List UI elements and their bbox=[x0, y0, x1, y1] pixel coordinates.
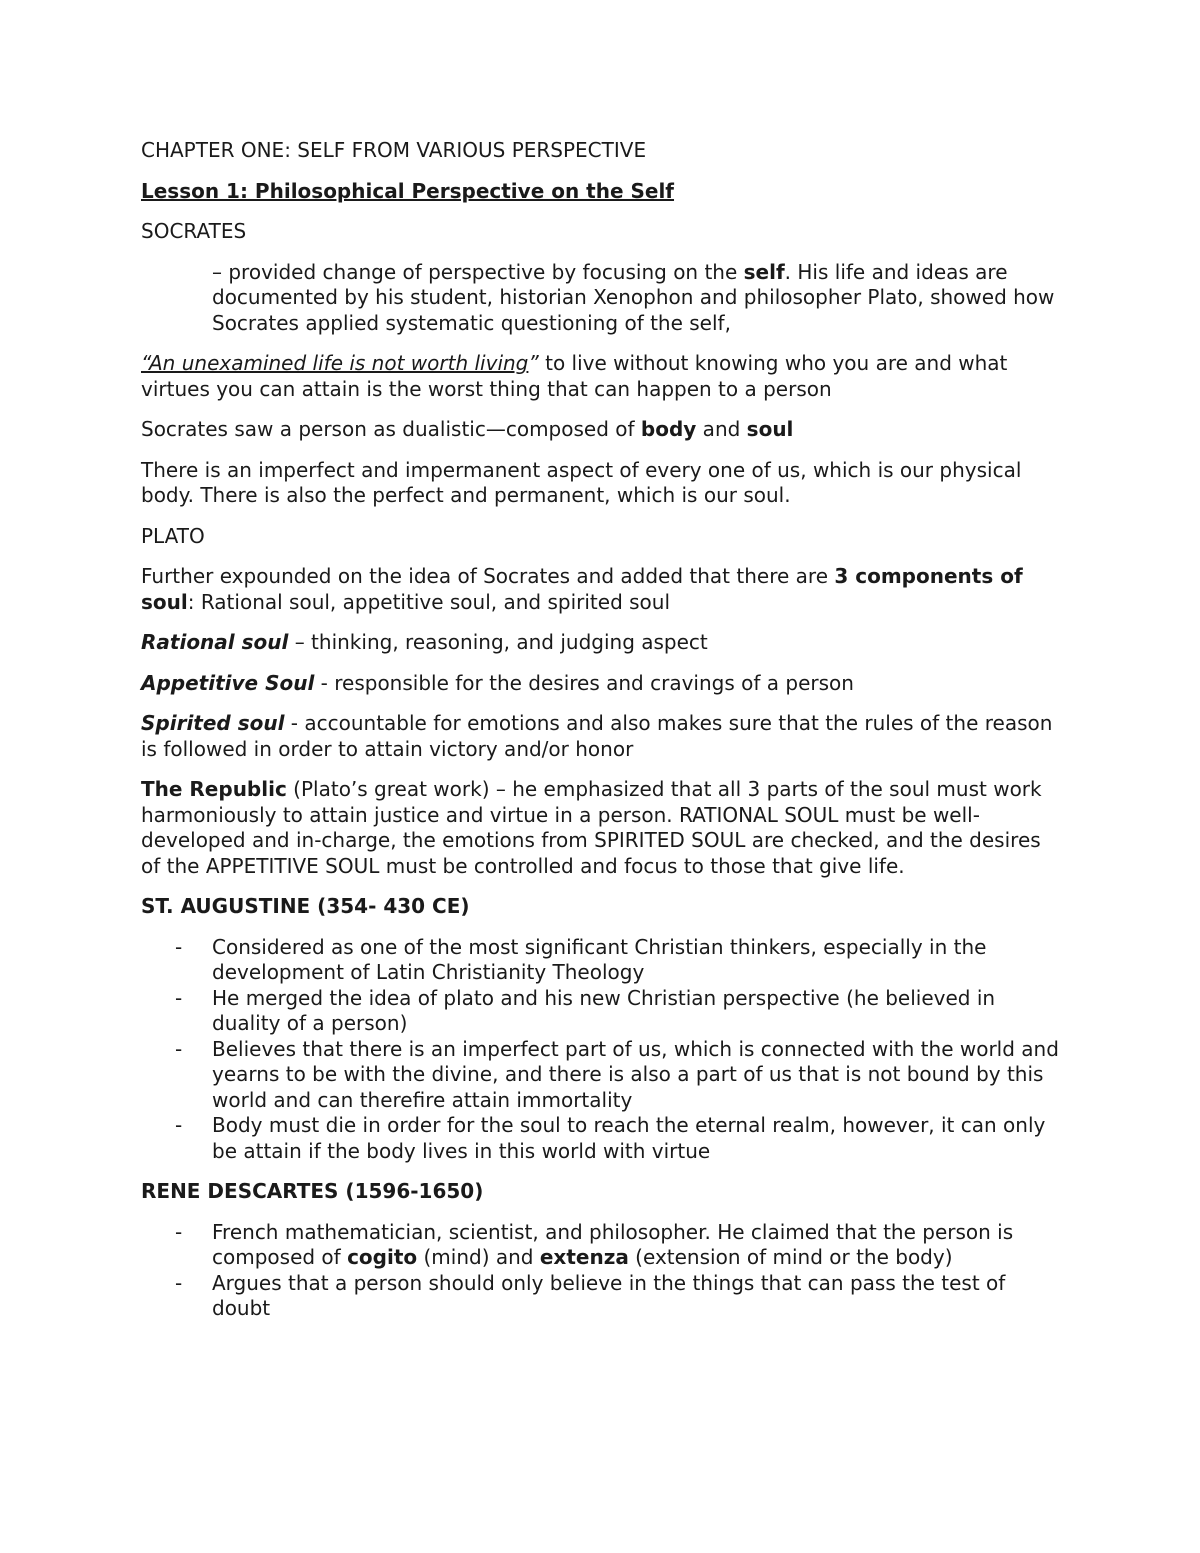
republic-paragraph bbox=[141, 777, 1061, 879]
descartes-list bbox=[141, 1220, 1061, 1322]
plato-heading: PLATO bbox=[141, 523, 205, 548]
socrates-quote bbox=[141, 351, 1061, 402]
expound-text-a: Further expounded on the idea of Socrates and added that there are bbox=[141, 564, 835, 588]
augustine-heading: ST. AUGUSTINE (354- 430 CE) bbox=[141, 894, 470, 918]
dash-bullet: - bbox=[175, 1270, 183, 1295]
descartes-item1-text-c: (mind) and bbox=[417, 1245, 540, 1269]
dash-bullet: - bbox=[175, 934, 183, 959]
document-content bbox=[141, 138, 1061, 1337]
quote-rest: to live without knowing who you are and what virtues you can attain is the worst thing that can happen to a person bbox=[141, 351, 1008, 401]
augustine-list bbox=[141, 935, 1061, 1165]
descartes-item1-text-a: French mathematician, scientist, and philosopher. He claimed that the person is composed of bbox=[212, 1219, 1014, 1269]
socrates-intro-text-c: . His life and ideas are documented by his student, historian Xenophon and philosopher Plato, showed how Socrates applied systematic questioning of the self, bbox=[212, 259, 1055, 335]
dualistic-text-a: Socrates saw a person as dualistic—composed of bbox=[141, 417, 641, 441]
republic-def: (Plato’s great work) – he emphasized that all 3 parts of the soul must work harmoniously to attain justice and virtue in a person. RATIONAL SOUL must be well- developed and in-charge, the emotions from SPIRITED SOUL are checked, and the desires of the APPETITIVE SOUL must be controlled and focus to those that give life. bbox=[141, 777, 1042, 878]
appetitive-soul-term: Appetitive Soul bbox=[141, 670, 315, 695]
socrates-intro-self: self bbox=[743, 259, 785, 284]
descartes-heading: RENE DESCARTES (1596-1650) bbox=[141, 1179, 484, 1203]
dash-bullet: - bbox=[175, 1219, 183, 1244]
republic-term: The Republic bbox=[141, 777, 287, 801]
spirited-soul-def: - accountable for emotions and also makes sure that the rules of the reason is followed in order to attain victory and/or honor bbox=[141, 711, 1053, 761]
socrates-heading: SOCRATES bbox=[141, 219, 247, 243]
list-item bbox=[141, 1220, 1061, 1271]
quote-open: “ bbox=[141, 351, 149, 375]
socrates-intro-text-a: – provided change of perspective by focusing on the bbox=[212, 259, 744, 284]
chapter-title: CHAPTER ONE: SELF FROM VARIOUS PERSPECTIVE bbox=[141, 138, 647, 162]
dualistic-body: body bbox=[640, 417, 697, 441]
list-item bbox=[141, 935, 1061, 986]
dash-bullet: - bbox=[175, 1113, 183, 1137]
rational-soul-term: Rational soul bbox=[141, 630, 289, 654]
appetitive-soul-def: - responsible for the desires and cravings of a person bbox=[314, 670, 854, 695]
list-item-text: Considered as one of the most significant Christian thinkers, especially in the development of Latin Christianity Theology bbox=[212, 934, 987, 984]
socrates-dualistic bbox=[141, 417, 1061, 443]
list-item-text: Body must die in order for the soul to reach the eternal realm, however, it can only be attain if the body lives in this world with virtue bbox=[212, 1113, 1046, 1163]
dualistic-and: and bbox=[696, 417, 747, 441]
expound-text-c: : Rational soul, appetitive soul, and spirited soul bbox=[187, 589, 671, 614]
cogito-term: cogito bbox=[347, 1245, 418, 1269]
dash-bullet: - bbox=[175, 985, 183, 1010]
expound-components: 3 components of soul bbox=[141, 564, 1023, 614]
descartes-item1-text-e: (extension of mind or the body) bbox=[628, 1245, 953, 1269]
list-item bbox=[141, 1037, 1061, 1114]
spirited-soul-definition bbox=[141, 711, 1061, 762]
list-item bbox=[141, 1271, 1061, 1322]
list-item bbox=[141, 1113, 1061, 1164]
lesson-title: Lesson 1: Philosophical Perspective on the Self bbox=[141, 178, 675, 203]
rational-soul-definition bbox=[141, 630, 1061, 656]
list-item bbox=[141, 986, 1061, 1037]
extenza-term: extenza bbox=[539, 1245, 629, 1269]
list-item-text: Argues that a person should only believe in the things that can pass the test of doubt bbox=[212, 1270, 1006, 1320]
plato-expound bbox=[141, 564, 1061, 615]
list-item-text: He merged the idea of plato and his new Christian perspective (he believed in duality of a person) bbox=[212, 985, 996, 1035]
socrates-intro bbox=[141, 260, 1061, 337]
quote-close: ” bbox=[528, 351, 539, 375]
spirited-soul-term: Spirited soul bbox=[141, 711, 285, 735]
quote-text: An unexamined life is not worth living bbox=[149, 351, 529, 375]
socrates-aspects: There is an imperfect and impermanent aspect of every one of us, which is our physical body. There is also the perfect and permanent, which is our soul. bbox=[141, 457, 1022, 507]
dash-bullet: - bbox=[175, 1036, 183, 1061]
dualistic-soul: soul bbox=[746, 417, 794, 441]
rational-soul-def: – thinking, reasoning, and judging aspect bbox=[288, 630, 708, 654]
appetitive-soul-definition bbox=[141, 671, 1061, 697]
list-item-text: Believes that there is an imperfect part of us, which is connected with the world and yearns to be with the divine, and there is also a part of us that is not bound by this world and can therefire attain immortality bbox=[212, 1036, 1059, 1112]
